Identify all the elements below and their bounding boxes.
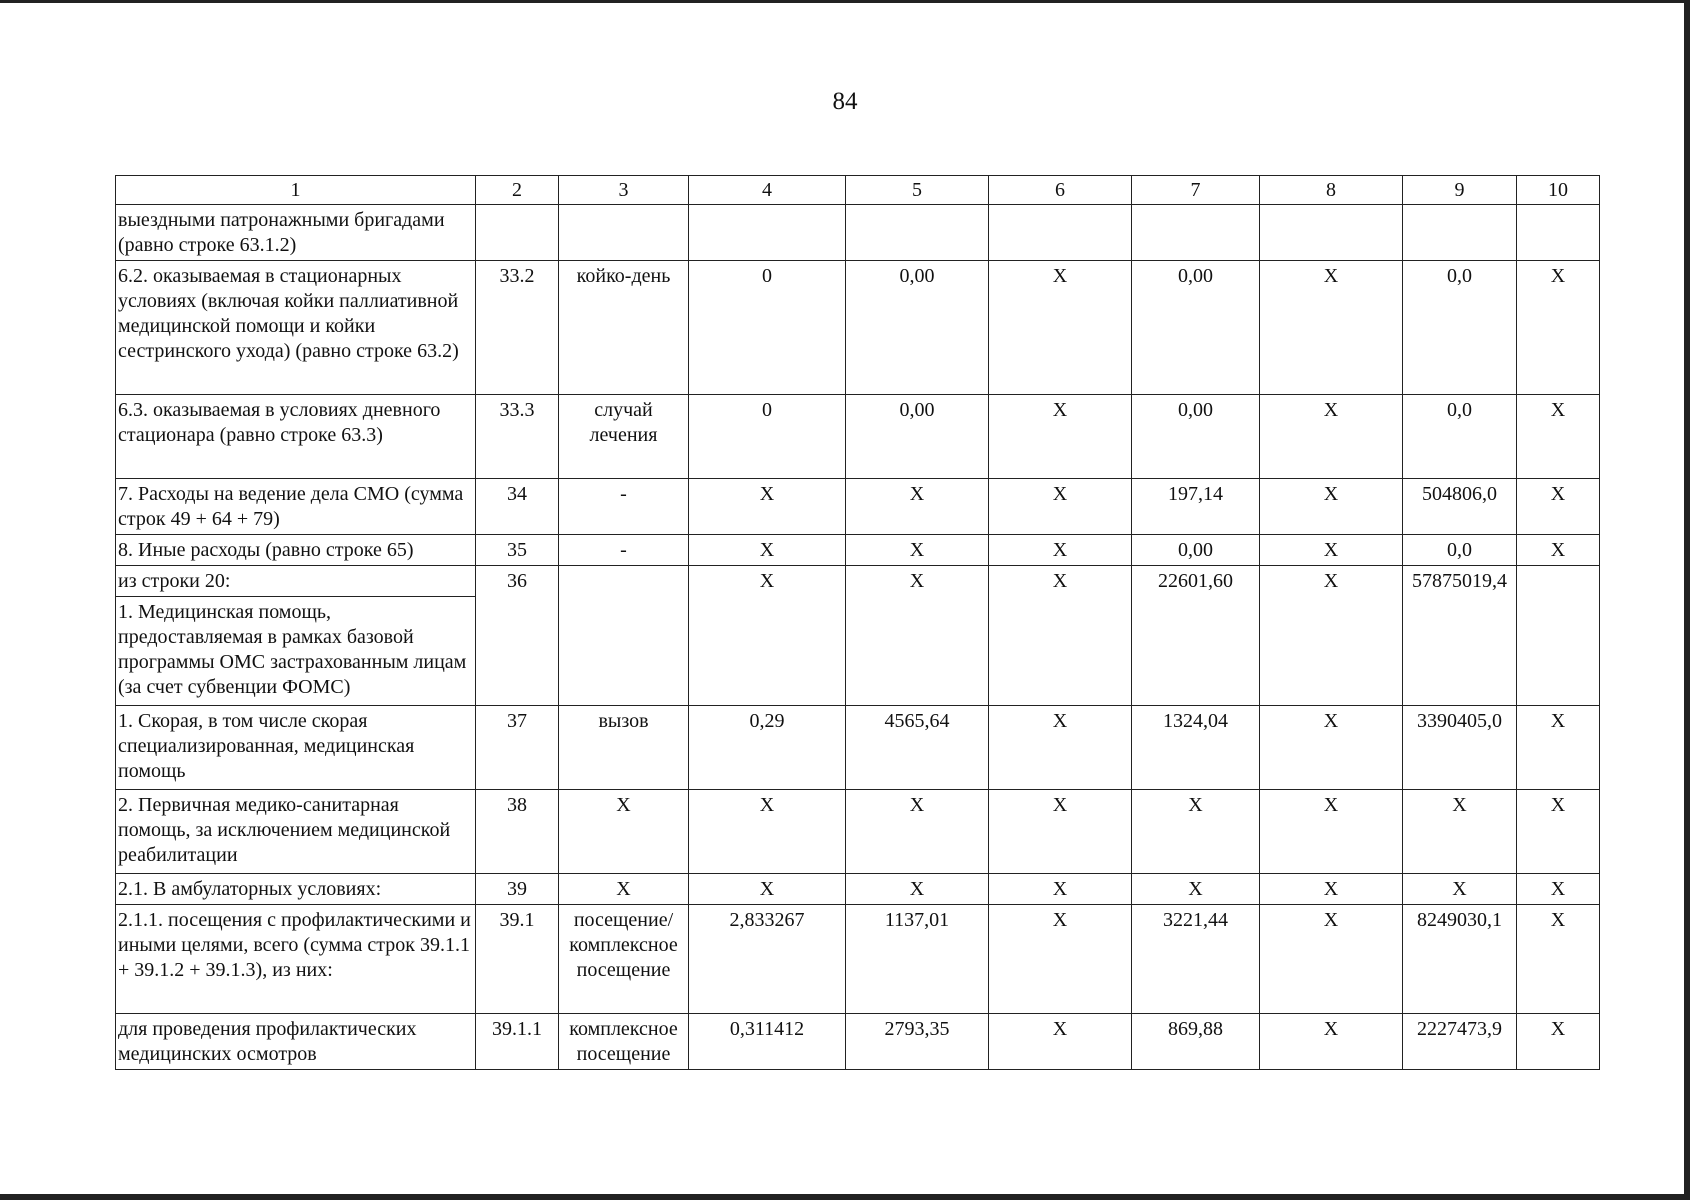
header-cell: 10 <box>1517 176 1600 205</box>
table-cell: 0 <box>689 261 846 395</box>
table-cell: 22601,60 <box>1132 566 1260 706</box>
table-cell: X <box>1260 905 1403 1014</box>
table-cell: 0,00 <box>1132 261 1260 395</box>
table-cell: 39 <box>476 874 559 905</box>
table-cell: 33.2 <box>476 261 559 395</box>
table-row <box>116 874 1600 905</box>
table-cell: X <box>989 1014 1132 1070</box>
row-label: 1. Медицинская помощь, предоставляемая в рамках базовой программы ОМС застрахованным лицам (за счет субвенции ФОМС) <box>116 597 476 706</box>
table-cell: X <box>846 535 989 566</box>
header-cell: 6 <box>989 176 1132 205</box>
table-cell: X <box>1260 1014 1403 1070</box>
table-cell: 38 <box>476 790 559 874</box>
table-cell: посещение/ комплексное посещение <box>559 905 689 1014</box>
table-cell: X <box>559 874 689 905</box>
table-cell <box>1132 205 1260 261</box>
table-cell: 2,833267 <box>689 905 846 1014</box>
table-cell: X <box>1517 261 1600 395</box>
table-cell: X <box>1517 874 1600 905</box>
table-cell: 0,311412 <box>689 1014 846 1070</box>
row-label: из строки 20: <box>116 566 476 597</box>
table-cell: X <box>559 790 689 874</box>
table-cell: комплексное посещение <box>559 1014 689 1070</box>
table-cell <box>689 205 846 261</box>
table-cell: 39.1.1 <box>476 1014 559 1070</box>
row-label: выездными патронажными бригадами (равно строке 63.1.2) <box>116 205 476 261</box>
table-cell: X <box>846 479 989 535</box>
header-row <box>116 176 1600 205</box>
budget-table <box>115 175 1600 1070</box>
row-label: 6.2. оказываемая в стационарных условиях (включая койки паллиативной медицинской помощи и койки сестринского ухода) (равно строке 63.2) <box>116 261 476 395</box>
header-cell: 8 <box>1260 176 1403 205</box>
table-row <box>116 905 1600 1014</box>
table-cell: 37 <box>476 706 559 790</box>
header-cell: 1 <box>116 176 476 205</box>
table-cell <box>559 205 689 261</box>
table-cell: X <box>1517 706 1600 790</box>
table-cell: 36 <box>476 566 559 706</box>
table-cell: X <box>1517 1014 1600 1070</box>
table-cell: X <box>1260 395 1403 479</box>
table-body <box>116 176 1600 1070</box>
table-cell: X <box>989 395 1132 479</box>
row-label: 6.3. оказываемая в условиях дневного стационара (равно строке 63.3) <box>116 395 476 479</box>
table-row <box>116 790 1600 874</box>
table-cell: X <box>1517 395 1600 479</box>
header-cell: 2 <box>476 176 559 205</box>
table-cell <box>1260 205 1403 261</box>
table-cell <box>1517 205 1600 261</box>
table-cell: X <box>1260 874 1403 905</box>
table-cell: 3390405,0 <box>1403 706 1517 790</box>
table-cell: X <box>989 790 1132 874</box>
table-cell: 0 <box>689 395 846 479</box>
header-cell: 3 <box>559 176 689 205</box>
table-cell: X <box>689 790 846 874</box>
table-cell <box>989 205 1132 261</box>
table-cell: 57875019,4 <box>1403 566 1517 706</box>
table-row <box>116 566 1600 597</box>
table-cell: случай лечения <box>559 395 689 479</box>
table-cell: X <box>989 479 1132 535</box>
table-cell <box>476 205 559 261</box>
table-cell: X <box>1260 479 1403 535</box>
table-cell: 197,14 <box>1132 479 1260 535</box>
table-cell: X <box>1403 790 1517 874</box>
table-cell: X <box>1517 905 1600 1014</box>
table-cell: 0,29 <box>689 706 846 790</box>
table-cell: - <box>559 535 689 566</box>
table-cell: 3221,44 <box>1132 905 1260 1014</box>
table-row <box>116 706 1600 790</box>
table-cell: X <box>989 905 1132 1014</box>
table-row <box>116 205 1600 261</box>
table-cell: 33.3 <box>476 395 559 479</box>
table-cell <box>559 566 689 706</box>
table-cell: 0,00 <box>846 395 989 479</box>
header-cell: 4 <box>689 176 846 205</box>
header-cell: 7 <box>1132 176 1260 205</box>
row-label: для проведения профилактических медицинских осмотров <box>116 1014 476 1070</box>
table-cell: X <box>1260 706 1403 790</box>
row-label: 2. Первичная медико-санитарная помощь, за исключением медицинской реабилитации <box>116 790 476 874</box>
table-cell: 39.1 <box>476 905 559 1014</box>
table-cell: 34 <box>476 479 559 535</box>
table-cell: X <box>1517 479 1600 535</box>
table-cell: 0,00 <box>846 261 989 395</box>
scan-edge-right <box>1684 0 1690 1200</box>
scan-edge-top <box>0 0 1690 3</box>
table-row <box>116 261 1600 395</box>
row-label: 2.1. В амбулаторных условиях: <box>116 874 476 905</box>
page-number: 84 <box>832 88 858 115</box>
table-cell: X <box>989 706 1132 790</box>
table-cell: 0,00 <box>1132 535 1260 566</box>
table-cell: X <box>1132 790 1260 874</box>
table-cell: вызов <box>559 706 689 790</box>
table-row <box>116 1014 1600 1070</box>
table-cell: 0,0 <box>1403 261 1517 395</box>
table-cell: 8249030,1 <box>1403 905 1517 1014</box>
scan-edge-bottom <box>0 1194 1690 1200</box>
table-cell: X <box>689 535 846 566</box>
table-cell <box>1403 205 1517 261</box>
table-cell: X <box>1403 874 1517 905</box>
table-cell: X <box>989 535 1132 566</box>
table-cell: 1137,01 <box>846 905 989 1014</box>
table-cell: X <box>1517 790 1600 874</box>
table-cell: X <box>1260 535 1403 566</box>
table-cell: X <box>846 790 989 874</box>
table-cell: X <box>1260 790 1403 874</box>
table-cell: X <box>1260 261 1403 395</box>
table-cell: 0,0 <box>1403 535 1517 566</box>
row-label: 1. Скорая, в том числе скорая специализированная, медицинская помощь <box>116 706 476 790</box>
table-cell: 4565,64 <box>846 706 989 790</box>
table-row <box>116 395 1600 479</box>
table-cell: X <box>989 874 1132 905</box>
row-label: 2.1.1. посещения с профилактическими и иными целями, всего (сумма строк 39.1.1 + 39.1.2 + 39.1.3), из них: <box>116 905 476 1014</box>
row-label: 8. Иные расходы (равно строке 65) <box>116 535 476 566</box>
table-cell: X <box>989 261 1132 395</box>
table-cell: X <box>989 566 1132 706</box>
table-cell: 35 <box>476 535 559 566</box>
table-cell: X <box>689 479 846 535</box>
row-label: 7. Расходы на ведение дела СМО (сумма строк 49 + 64 + 79) <box>116 479 476 535</box>
table-cell: 0,00 <box>1132 395 1260 479</box>
table-cell: - <box>559 479 689 535</box>
table-cell: 869,88 <box>1132 1014 1260 1070</box>
table-cell: 504806,0 <box>1403 479 1517 535</box>
table-cell: 2793,35 <box>846 1014 989 1070</box>
table-cell: X <box>1517 535 1600 566</box>
table-row <box>116 479 1600 535</box>
table-cell: 2227473,9 <box>1403 1014 1517 1070</box>
table-cell: X <box>1260 566 1403 706</box>
table-cell: X <box>689 874 846 905</box>
table-cell <box>846 205 989 261</box>
table-cell: койко-день <box>559 261 689 395</box>
table-cell: X <box>689 566 846 706</box>
header-cell: 9 <box>1403 176 1517 205</box>
table-cell <box>1517 566 1600 706</box>
table-cell: X <box>1132 874 1260 905</box>
table-cell: X <box>846 874 989 905</box>
table-cell: 1324,04 <box>1132 706 1260 790</box>
header-cell: 5 <box>846 176 989 205</box>
table-cell: X <box>846 566 989 706</box>
table-cell: 0,0 <box>1403 395 1517 479</box>
table-row <box>116 535 1600 566</box>
